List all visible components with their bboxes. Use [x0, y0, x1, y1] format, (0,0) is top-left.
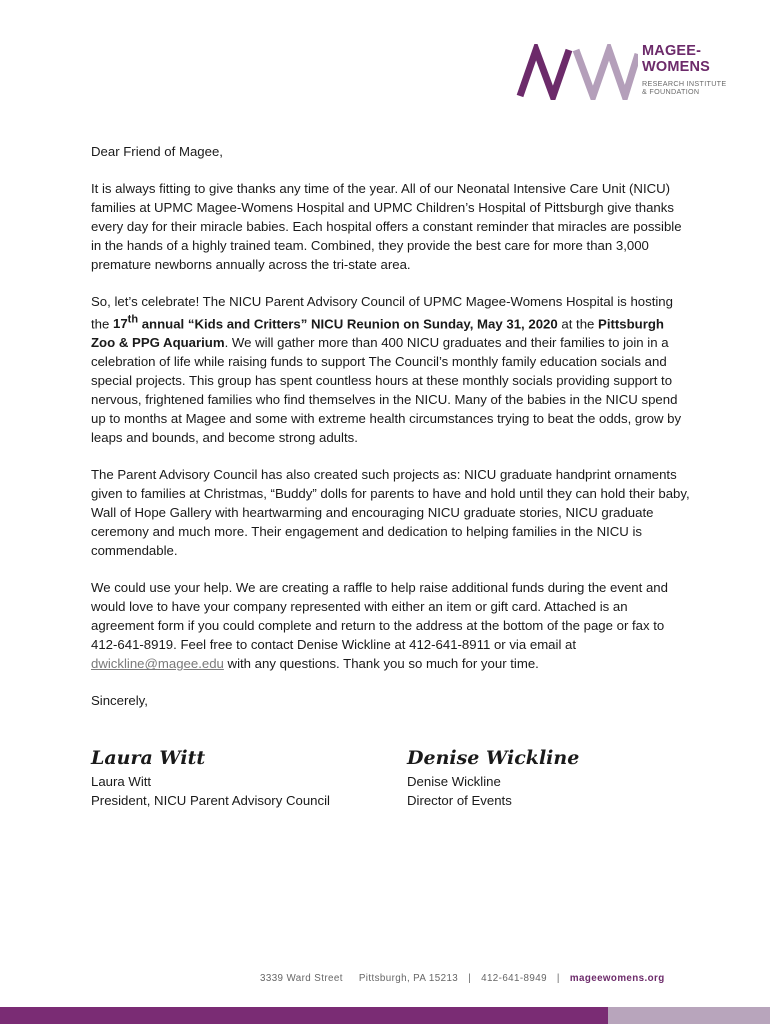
paragraph-reunion [91, 292, 691, 447]
signer-title: Director of Events [407, 793, 512, 808]
para2-text3: . We will gather more than 400 NICU graduates and their families to join in a celebration of life while raising funds to support The Council’s monthly family education socials and special projects. This group has spent countless hours at these monthly socials providing support to nervous, frightened families who find themselves in the NICU. Many of the babies in the NICU spend up to months at Magee and some with extreme health circumstances trying to beat the odds, grow by leaps and bounds, and become strong adults. [91, 335, 682, 446]
logo-name-line2: WOMENS [642, 58, 711, 75]
signature-denise-wickline [407, 744, 579, 810]
salutation: Dear Friend of Magee, [91, 144, 223, 159]
para2-text2: at the [557, 316, 599, 332]
logo-name-line1: MAGEE- [642, 43, 702, 59]
logo-name [642, 44, 710, 75]
signer-name: Laura Witt [91, 774, 152, 789]
paragraph-projects: The Parent Advisory Council has also created such projects as: NICU graduate handprint ornaments given to families at Christmas, “Buddy” dolls for parents to have and hold until they can hold their baby, Wall of Hope Gallery with heartwarming and encouraging NICU graduate stories, NICU graduate ceremony and much more. Their engagement and dedication to helping families in the NICU is commendable. [91, 467, 690, 559]
letter-body [91, 142, 691, 728]
reunion-ordinal: 17th [113, 314, 139, 332]
logo-subtitle [642, 80, 726, 97]
closing: Sincerely, [91, 693, 148, 709]
mw-logo-mark-icon [516, 44, 638, 100]
footer-separator: | [468, 973, 472, 984]
email-link[interactable]: dwickline@magee.edu [91, 656, 224, 672]
footer-contact [260, 973, 665, 984]
reunion-location: Pittsburgh Zoo & PPG Aquarium [91, 316, 664, 351]
signature-laura-witt [91, 744, 330, 810]
para4-text1: We could use your help. We are creating a raffle to help raise additional funds during the event and would love to have your company represented with either an item or gift card. Attached is an agreement form if you could complete and return to the address at the bottom of the page or fax to 412-641-8919. Feel free to contact Denise Wickline at 412-641-8911 or via email at [91, 580, 668, 653]
logo-sub-line1: RESEARCH INSTITUTE [642, 79, 727, 88]
signature-script: Denise Wickline [407, 747, 580, 769]
reunion-event-name: annual “Kids and Critters” NICU Reunion on Sunday, May 31, 2020 [138, 316, 558, 332]
footer-city: Pittsburgh, PA 15213 [358, 973, 459, 984]
para4-text2: with any questions. Thank you so much for your time. [223, 656, 539, 672]
signer-title: President, NICU Parent Advisory Council [91, 793, 330, 808]
footer-website: mageewomens.org [569, 973, 665, 984]
footer-street: 3339 Ward Street [260, 973, 343, 984]
footer-separator: | [556, 973, 560, 984]
footer-phone: 412-641-8949 [481, 973, 547, 984]
footer-bar-light [608, 1007, 770, 1024]
signer-name: Denise Wickline [407, 774, 501, 789]
paragraph-thanks: It is always fitting to give thanks any time of the year. All of our Neonatal Intensive Care Unit (NICU) families at UPMC Magee-Womens Hospital and UPMC Children’s Hospital of Pittsburgh give thanks every day for their miracle babies. Each hospital offers a constant reminder that miracles are possible in the hands of a highly trained team. Combined, they provide the best care for more than 3,000 premature newborns annually across the tri-state area. [91, 181, 682, 272]
logo-sub-line2: & FOUNDATION [642, 87, 700, 97]
footer-bar-dark [0, 1007, 608, 1024]
magee-womens-logo [516, 44, 731, 100]
signature-script: Laura Witt [91, 747, 206, 769]
para2-text1: So, let’s celebrate! The NICU Parent Advisory Council of UPMC Magee-Womens Hospital is hosting the [91, 294, 673, 332]
signature-block [91, 744, 691, 819]
paragraph-help [91, 578, 691, 673]
